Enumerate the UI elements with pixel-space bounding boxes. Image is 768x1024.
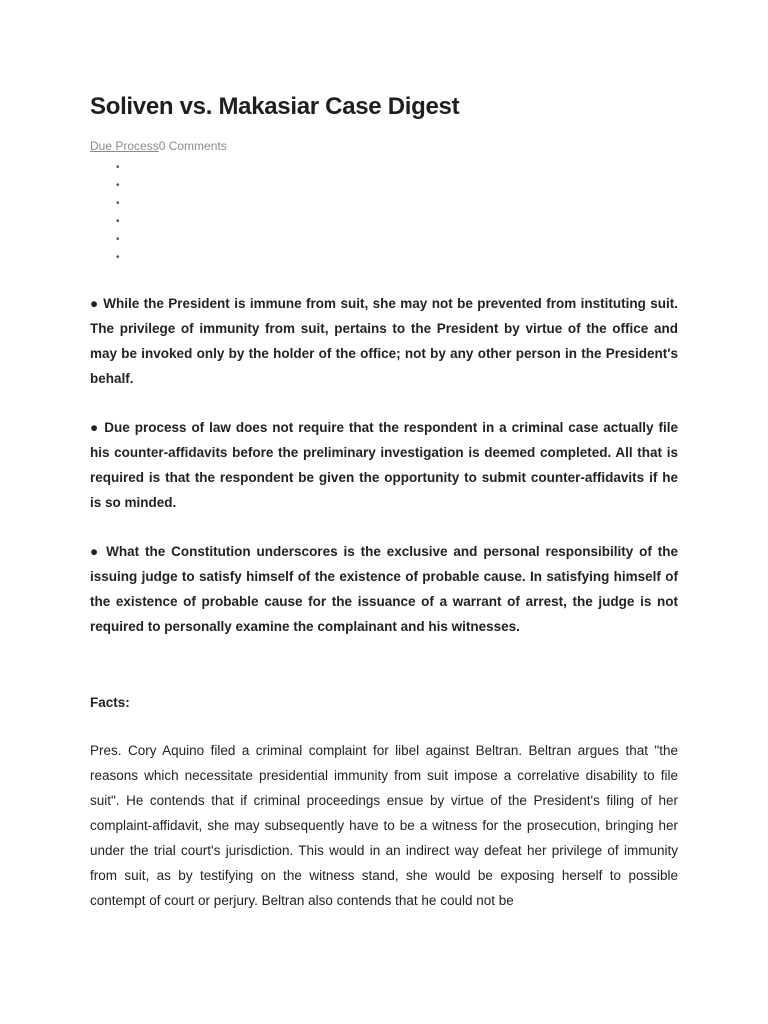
principle-paragraph: ● What the Constitution underscores is the exclusive and personal responsibility of the issuing judge to satisfy himself of the existence of probable cause. In satisfying himself of the existence of probable cause for the issuance of a warrant of arrest, the judge is not required to personally examine the complainant and his witnesses. [90,544,678,634]
share-item[interactable] [116,231,120,249]
principle-paragraph: ● While the President is immune from suit, she may not be prevented from instituting suit. The privilege of immunity from suit, pertains to the President by virtue of the office and may be invoked only by the holder of the office; not by any other person in the President's behalf. [90,296,678,386]
post-meta [90,139,227,153]
page-title: Soliven vs. Makasiar Case Digest [90,93,460,120]
comments-count[interactable]: 0 Comments [158,139,227,153]
share-item[interactable] [116,159,120,177]
share-item[interactable] [116,177,120,195]
principle-paragraph: ● Due process of law does not require that the respondent in a criminal case actually file his counter-affidavits before the preliminary investigation is deemed completed. All that is required is that the respondent be given the opportunity to submit counter-affidavits if he is so minded. [90,420,678,510]
share-list [116,159,120,267]
share-item[interactable] [116,213,120,231]
facts-heading: Facts: [90,695,130,710]
share-item[interactable] [116,249,120,267]
share-item[interactable] [116,195,120,213]
category-link[interactable]: Due Process [90,139,159,153]
facts-paragraph: Pres. Cory Aquino filed a criminal complaint for libel against Beltran. Beltran argues that "the reasons which necessitate presidential immunity from suit impose a correlative disability to file suit". He contends that if criminal proceedings ensue by virtue of the President's filing of her complaint-affidavit, she may subsequently have to be a witness for the prosecution, bringing her under the trial court's jurisdiction. This would in an indirect way defeat her privilege of immunity from suit, as by testifying on the witness stand, she would be exposing herself to possible contempt of court or perjury. Beltran also contends that he could not be [90,743,678,908]
